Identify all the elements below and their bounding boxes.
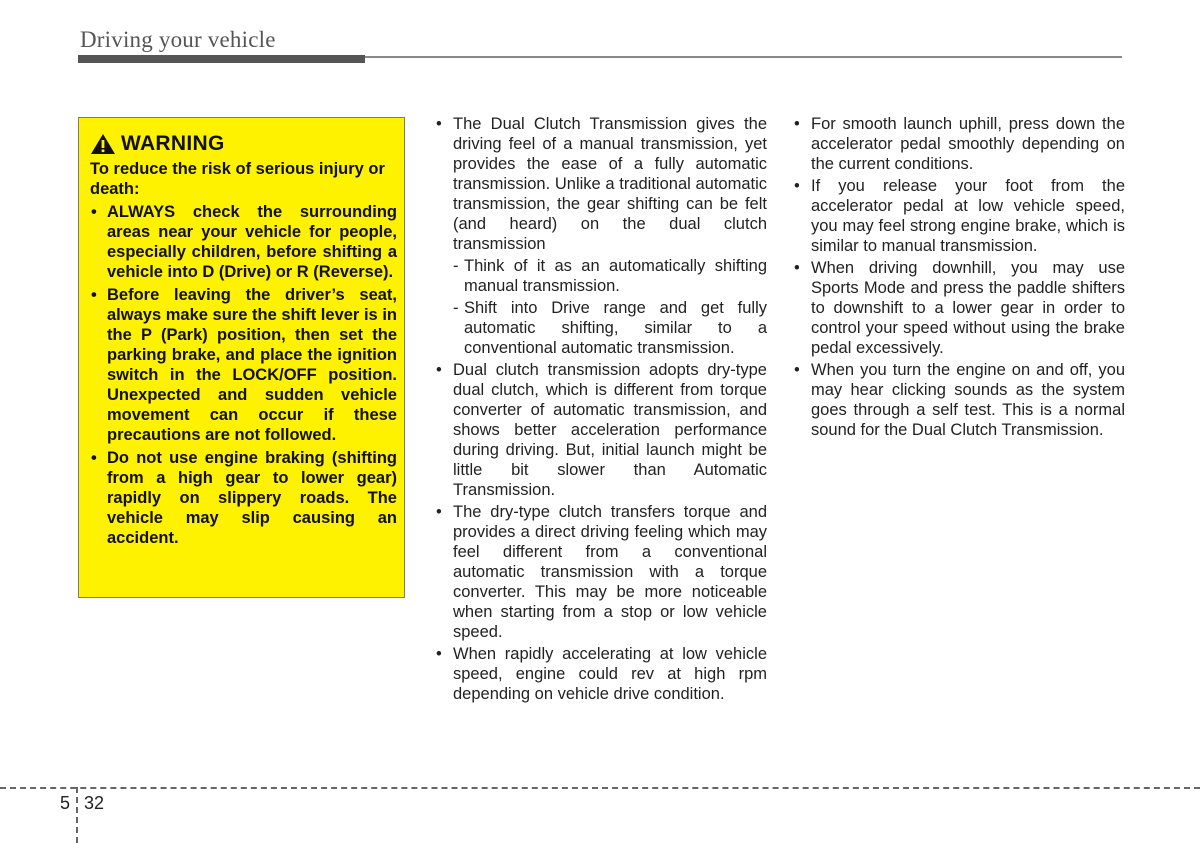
sub-list <box>453 256 767 358</box>
warning-item: • ALWAYS check the surrounding areas near your vehicle for people, especially children, before shifting a vehicle into D (Drive) or R (Reverse). <box>90 202 397 282</box>
warning-item: • Do not use engine braking (shifting from a high gear to lower gear) rapidly on slippery roads. The vehicle may slip causing an accident. <box>90 448 397 548</box>
list-item: • For smooth launch uphill, press down the accelerator pedal smoothly depending on the current conditions. <box>792 114 1125 174</box>
warning-heading <box>90 132 225 156</box>
sub-list-item: - Think of it as an automatically shifting manual transmission. <box>453 256 767 296</box>
list-item: • If you release your foot from the accelerator pedal at low vehicle speed, you may feel strong engine brake, which is similar to manual transmission. <box>792 176 1125 256</box>
warning-title: WARNING <box>121 132 225 155</box>
list-item: • When rapidly accelerating at low vehicle speed, engine could rev at high rpm depending on vehicle drive condition. <box>434 644 767 704</box>
right-column <box>792 114 1125 442</box>
warning-box <box>78 117 405 598</box>
list-item <box>434 114 767 358</box>
list-item: • When you turn the engine on and off, you may hear clicking sounds as the system goes through a self test. This is a normal sound for the Dual Clutch Transmission. <box>792 360 1125 440</box>
warning-intro: To reduce the risk of serious injury or death: <box>90 160 385 198</box>
middle-column <box>434 114 767 706</box>
warning-triangle-icon <box>90 133 116 155</box>
sub-list-item: - Shift into Drive range and get fully automatic shifting, similar to a conventional automatic transmission. <box>453 298 767 358</box>
list-item: • Dual clutch transmission adopts dry-type dual clutch, which is different from torque converter of automatic transmission, and shows better acceleration performance during driving. But, initial launch might be little bit slower than Automatic Transmission. <box>434 360 767 500</box>
footer-divider <box>76 787 78 843</box>
list-item: • When driving downhill, you may use Sports Mode and press the paddle shifters to downshift to a lower gear in order to control your speed without using the brake pedal excessively. <box>792 258 1125 358</box>
list-item-text: The Dual Clutch Transmission gives the driving feel of a manual transmission, yet provides the ease of a fully automatic transmission. Unlike a traditional automatic transmission, the gear shifting can be felt (and heard) on the dual clutch transmission <box>453 115 767 253</box>
section-number: 5 <box>60 793 71 813</box>
warning-item: • Before leaving the driver’s seat, always make sure the shift lever is in the P (Park) position, then set the parking brake, and place the ignition switch in the LOCK/OFF position. Unexpected and sudden vehicle movement can occur if these precautions are not followed. <box>90 285 397 445</box>
warning-list <box>90 202 397 551</box>
page-header-title: Driving your vehicle <box>80 27 276 52</box>
page-number: 32 <box>84 793 105 813</box>
header-accent-bar <box>78 55 365 63</box>
footer-rule <box>0 787 1200 789</box>
list-item: • The dry-type clutch transfers torque and provides a direct driving feeling which may feel different from a conventional automatic transmission with a torque converter. This may be more noticeable when starting from a stop or low vehicle speed. <box>434 502 767 642</box>
